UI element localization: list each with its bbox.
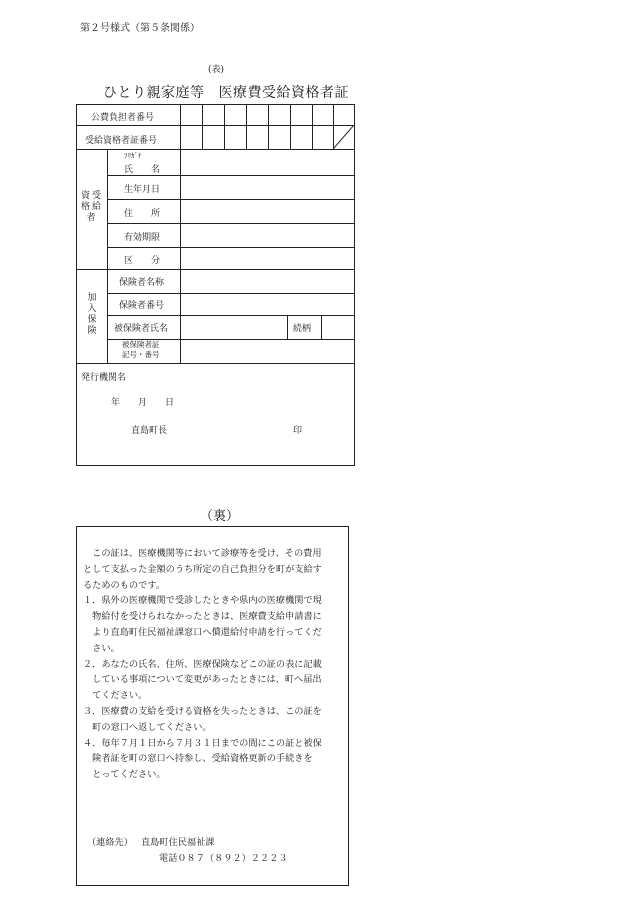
insurance-group-char: 入 (87, 304, 97, 314)
insurer-name-label: 保険者名称 (119, 278, 165, 288)
furigana-label: ﾌﾘｶﾞﾅ (124, 152, 142, 160)
row-divider (77, 363, 354, 364)
insured-name-label: 被保険者氏名 (114, 324, 169, 334)
recipient-number-label: 受給資格者証番号 (85, 136, 158, 146)
card-title (103, 82, 349, 102)
note-line: している事項について変更があったときには、町へ届出 (83, 674, 322, 686)
note-line: として支払った金額のうち所定の自己負担分を町が支給す (83, 563, 322, 575)
note-line: てください。 (83, 690, 148, 702)
form-number: 第２号様式（第５条関係） (80, 23, 200, 34)
note-line: ３．医療費の支給を受ける資格を失ったときは、この証を (83, 706, 322, 717)
row-divider (107, 315, 354, 316)
birthdate-label: 生年月日 (124, 185, 161, 195)
note-line: るためのものです。 (83, 579, 165, 591)
diagonal-strike (333, 125, 355, 150)
recipient-group-line: 資受 (80, 191, 103, 201)
insurer-number-label: 保険者番号 (119, 301, 165, 311)
row-divider (77, 269, 354, 270)
contact-department: 直島町住民福祉課 (141, 837, 215, 848)
insurance-group-char: 保 (87, 315, 97, 325)
recipient-group-line: 者 (86, 213, 109, 223)
contact-label: （連絡先） (87, 837, 133, 848)
column-divider (287, 315, 288, 339)
column-divider (180, 105, 181, 363)
payer-number-label: 公費負担者番号 (91, 113, 155, 123)
card-title-part2: 医療費受給資格者証 (218, 85, 349, 101)
address-label: 住 所 (124, 209, 161, 219)
insurance-group-label (86, 293, 98, 337)
digit-cell-divider (224, 105, 225, 149)
issue-date-line: 年 月 日 (111, 398, 175, 408)
digit-cell-divider (202, 105, 203, 149)
insurance-group-char: 険 (87, 326, 97, 336)
note-line: 物給付を受けられなかったときは、医療費支給申請書に (83, 611, 322, 623)
front-side-marker: (表) (208, 65, 225, 75)
digit-cell-divider (312, 105, 313, 149)
category-label: 区 分 (124, 256, 161, 266)
note-line: ４．毎年７月１日から７月３１日までの間にこの証と被保 (83, 737, 322, 749)
note-line: 町の窓口へ返してください。 (83, 721, 212, 733)
relationship-label: 続柄 (293, 324, 312, 334)
row-divider (107, 293, 354, 294)
row-divider (107, 223, 354, 224)
row-divider (107, 247, 354, 248)
note-line: さい。 (83, 642, 120, 654)
insurance-card-label-line1: 被保険者証 (122, 340, 160, 349)
note-line: より直島町住民福祉課窓口へ償還給付申請を行ってくだ (83, 627, 322, 638)
card-title-part1: ひとり親家庭等 (103, 85, 205, 101)
column-divider (321, 315, 322, 339)
recipient-group-line: 格給 (80, 202, 103, 212)
note-line: １．県外の医療機関で受診したときや県内の医療機関で現 (83, 595, 322, 607)
contact-phone: 電話０８７（８９２）２２２３ (159, 853, 288, 864)
note-line: 険者証を町の窓口へ持参し、受給資格更新の手続きを (83, 753, 313, 765)
note-line: ２．あなたの氏名、住所、医療保険などこの証の表に記載 (83, 658, 322, 670)
recipient-group-label (79, 191, 109, 224)
insurance-group-char: 加 (87, 293, 97, 303)
digit-cell-divider (268, 105, 269, 149)
valid-period-label: 有効期限 (124, 233, 161, 243)
name-label: 氏 名 (124, 165, 161, 175)
insurance-card-label-line2: 記号・番号 (122, 350, 160, 359)
insurance-card-label (122, 340, 160, 360)
issuer-label: 発行機関名 (81, 373, 127, 383)
mayor-label: 直島町長 (131, 426, 168, 436)
row-divider (107, 175, 354, 176)
digit-cell-divider (290, 105, 291, 149)
seal-mark: 印 (293, 426, 303, 436)
note-line: とってください。 (83, 769, 166, 781)
row-divider (107, 199, 354, 200)
digit-cell-divider (246, 105, 247, 149)
row-divider (77, 149, 354, 150)
back-card (76, 526, 349, 886)
note-line: この証は、医療機関等において診療等を受け、その費用 (83, 548, 322, 559)
back-side-marker: （裏） (200, 509, 240, 524)
column-divider (107, 149, 108, 363)
front-card (76, 104, 355, 466)
